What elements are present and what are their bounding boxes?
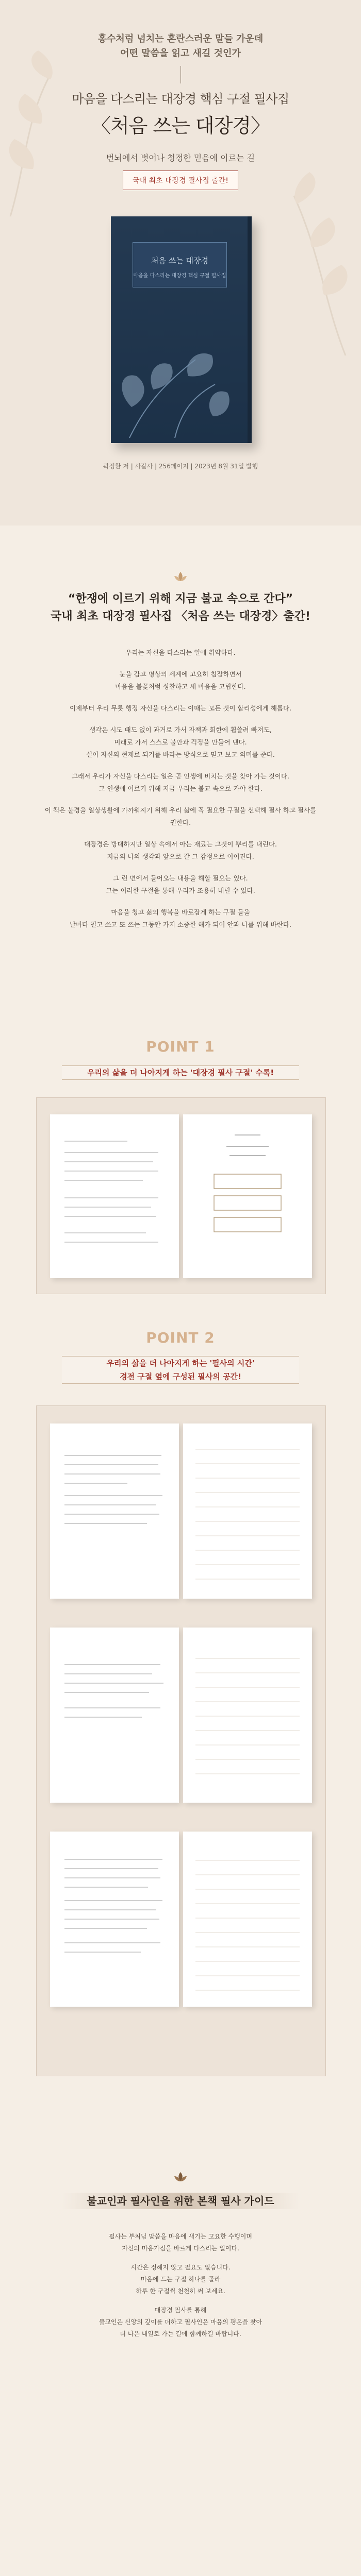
hero-copy: [0, 32, 361, 190]
writing-page-3-text: [50, 1628, 179, 1803]
guide-paragraph: 시간은 정해지 않고 필요도 없습니다. 마음에 드는 구절 하나를 골라 하루 한 구절씩 천천히 써 보세요.: [130, 2264, 231, 2295]
writing-page-4-lines: [183, 1628, 312, 1803]
content-headline: [0, 590, 361, 625]
book-flower-illustration: [111, 299, 248, 443]
book-cover: [111, 216, 252, 443]
writing-page-3: [50, 1628, 179, 1803]
point-2-banner: [62, 1356, 299, 1384]
book-subtitle: 마음을 다스리는 대장경 핵심 구절 필사집: [133, 273, 226, 279]
writing-page-2-lines: [183, 1423, 312, 1599]
guide-paragraph: 대장경 필사를 통해 불교인은 신앙의 깊이를 더하고 필사인은 마음의 평온을 찾아 더 나은 내일로 가는 길에 함께하길 바랍니다.: [99, 2307, 262, 2337]
guide-paragraph: 필사는 부처님 말씀을 마음에 새기는 고요한 수행이며 자신의 마음가짐을 바르게 다스리는 일이다.: [109, 2233, 252, 2252]
intro-paragraph: 마음을 청고 삶의 행복을 바로잡게 하는 구절 들을 날마다 필고 쓰고 또 쓰는 그동안 가지 소중한 해가 되어 안과 나를 위해 바란다.: [70, 908, 291, 928]
writing-page-4: [183, 1628, 312, 1803]
hero-kicker: 마음을 다스리는 대장경 핵심 구절 필사집: [72, 92, 289, 106]
release-badge: 국내 최초 대장경 필사집 출간!: [123, 171, 238, 190]
writing-page-5: [50, 1832, 179, 2007]
content-section: [0, 526, 361, 2148]
point-2-label: POINT 2: [146, 1329, 215, 1346]
book-title-label: [133, 242, 227, 287]
sample-page-left: [50, 1114, 179, 1278]
intro-paragraph: 우리는 자신을 다스리는 일에 취약하다.: [125, 649, 236, 656]
hero-description: 번뇌에서 벗어나 청정한 믿음에 이르는 길: [106, 153, 255, 163]
point-2-banner-line-2: 경전 구절 옆에 구성된 필사의 공간!: [120, 1372, 241, 1381]
point-2-panel: [36, 1405, 326, 2076]
guide-body: [57, 2231, 304, 2347]
guide-section: [0, 2148, 361, 2576]
writing-page-5-text: [50, 1832, 179, 2007]
writing-page-2: [183, 1423, 312, 1599]
headline-line-1: “한쟁에 이르기 위해 지금 불교 속으로 간다”: [68, 592, 293, 605]
writing-page-1-text: [50, 1423, 179, 1599]
intro-paragraph: 눈을 감고 명상의 세계에 고요히 침잠하면서 마음을 불꽃처럼 성찰하고 새 마음을 고립한다.: [115, 670, 246, 690]
writing-page-1: [50, 1423, 179, 1599]
intro-body: [41, 647, 320, 940]
lotus-icon: [170, 2171, 191, 2183]
sample-page-text: [50, 1114, 179, 1278]
peony-ornament-right: [263, 165, 361, 361]
intro-paragraph: 대장경은 방대하지만 일상 속에서 아는 재료는 그것이 뿌리를 내린다. 지금의 나의 생각과 앞으로 갈 그 감정으로 이어진다.: [84, 840, 277, 860]
sample-page-verses: [183, 1114, 312, 1278]
intro-paragraph: 이제부터 우리 무릇 행정 자신을 다스리는 이때는 모든 것이 합리성에게 해롭다.: [69, 704, 292, 712]
intro-paragraph: 그래서 우리가 자신을 다스리는 일은 곧 인생에 비치는 것을 찾아 가는 것이다. 그 인생에 이르기 위해 지금 우리는 불교 속으로 가야 한다.: [71, 772, 289, 792]
hero-intro-line-2: 어떤 말씀을 읽고 새길 것인가: [120, 48, 241, 59]
hero-intro-line-1: 홍수처럼 넘치는 혼란스러운 말들 가운데: [97, 33, 264, 44]
intro-paragraph: 그 런 면에서 들어오는 내용을 해할 필요는 있다. 그는 이러한 구절을 통해 우리가 조용히 내릴 수 있다.: [106, 874, 255, 894]
lotus-icon: [170, 571, 191, 583]
hero-divider: [180, 66, 181, 83]
point-1-label: POINT 1: [146, 1038, 215, 1055]
hero-title: 〈처음 쓰는 대장경〉: [91, 114, 270, 137]
point-1-banner: 우리의 삶을 더 나아지게 하는 '대장경 필사 구절' 수록!: [62, 1065, 299, 1080]
guide-headline: 불교인과 필사인을 위한 본책 필사 가이드: [62, 2193, 299, 2209]
hero-section: [0, 0, 361, 526]
book-title: 처음 쓰는 대장경: [151, 256, 208, 265]
sample-page-right: [183, 1114, 312, 1278]
writing-page-6: [183, 1832, 312, 2007]
writing-page-6-lines: [183, 1832, 312, 2007]
headline-line-2: 국내 최초 대장경 필사집 〈처음 쓰는 대장경〉출간!: [51, 610, 310, 623]
intro-paragraph: 생각은 시도 때도 없이 과거로 가서 자책과 회한에 휩쓸려 빠져도, 미래로 가서 스스로 불안과 걱정을 만들어 낸다. 실이 자신의 현재로 되기를 바라는 방식으로 믿고 보고 의미를 준다.: [86, 726, 275, 758]
point-1-panel: [36, 1097, 326, 1294]
intro-paragraph: 이 책은 불경을 일상생활에 가까워지기 위해 우리 삶에 꼭 필요한 구절을 선택해 필사 하고 필사를 권한다.: [44, 806, 317, 826]
point-2-banner-line-1: 우리의 삶을 더 나아지게 하는 '필사의 시간': [106, 1359, 255, 1368]
book-meta: 곽정환 저 | 사갈사 | 256페이지 | 2023년 8월 31일 발행: [103, 463, 258, 470]
